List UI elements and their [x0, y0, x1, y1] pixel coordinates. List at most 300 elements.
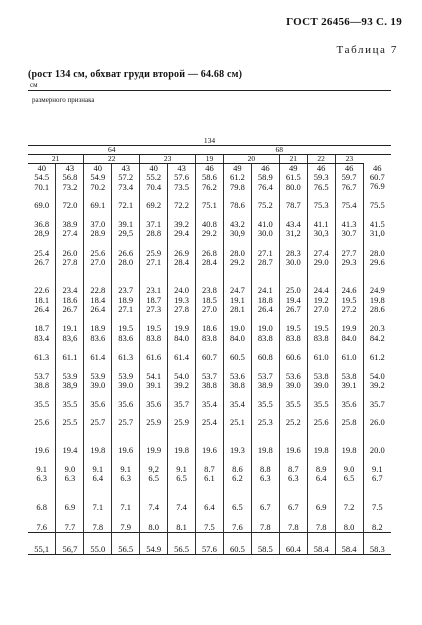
table-cell	[279, 314, 307, 343]
cell-value: 7.8	[287, 521, 299, 532]
table-cell	[279, 456, 307, 484]
table-cell	[363, 239, 391, 268]
cell-value: 7.8	[260, 521, 271, 532]
cell-value: 83.6	[118, 332, 134, 343]
cell-value: 28,9	[34, 228, 50, 239]
cell-value: 6.4	[204, 502, 215, 513]
table-cell	[168, 210, 196, 239]
table-cell	[335, 314, 363, 343]
cell-value: 49	[289, 163, 298, 173]
cell-value: 60.6	[285, 351, 301, 362]
cell-value: 7.6	[36, 521, 48, 532]
cell-value: 53.9	[62, 371, 78, 382]
table-cell	[307, 164, 335, 192]
cell-value: 60.7	[369, 171, 385, 182]
table-cell	[363, 267, 391, 314]
cell-value: 8.7	[287, 463, 299, 474]
cell-value: 76.2	[202, 181, 217, 192]
table-cell	[363, 210, 391, 239]
cell-value: 18.9	[118, 294, 134, 305]
cell-value: 7.1	[120, 502, 132, 513]
table-cell	[223, 314, 251, 343]
table-cell	[84, 409, 112, 427]
cell-value: 61.3	[34, 351, 50, 362]
table-cell	[363, 164, 391, 192]
dimension-note: размерного признака	[32, 96, 95, 104]
cell-value: 30.0	[285, 257, 301, 268]
table-cell	[140, 456, 168, 484]
data-table-wrapper	[28, 137, 391, 555]
cell-value: 60.5	[229, 351, 245, 362]
cell-value: 27.1	[118, 303, 134, 314]
cell-value: 84.0	[229, 332, 245, 343]
cell-value: 18.8	[257, 294, 273, 305]
table-caption: (рост 134 см, обхват груди второй — 64.68 см)	[28, 69, 243, 80]
cell-value: 19.6	[118, 445, 134, 456]
cell-value: 6.7	[287, 502, 299, 513]
cell-value: 19.1	[229, 294, 245, 305]
cell-value: 53.9	[118, 371, 134, 382]
cell-value: 25.6	[90, 247, 106, 258]
table-cell	[84, 427, 112, 455]
table-cell	[168, 483, 196, 512]
table-cell	[28, 314, 56, 343]
cell-value: 53.8	[313, 371, 329, 382]
cell-value: 30,3	[313, 228, 329, 239]
cell-value: 61.5	[285, 172, 301, 183]
table-cell	[223, 164, 251, 192]
table-cell	[279, 483, 307, 512]
cell-value: 7.5	[371, 502, 383, 513]
cell-value: 55,1	[34, 543, 50, 554]
cell-value: 29.2	[202, 228, 217, 239]
cell-value: 25.7	[118, 417, 134, 428]
cell-value: 83,6	[62, 332, 78, 343]
cell-value: 19.8	[174, 445, 189, 456]
cell-value: 30.0	[257, 228, 273, 239]
table-cell	[363, 192, 391, 210]
cell-value: 6.4	[315, 472, 327, 483]
cell-value: 19.5	[146, 323, 162, 334]
cell-value: 35.7	[174, 398, 189, 409]
cell-value: 20.3	[369, 323, 385, 334]
cell-value: 35.5	[285, 398, 301, 409]
table-cell	[56, 239, 84, 268]
cell-value: 6.3	[260, 472, 271, 483]
column-header: 20	[223, 155, 279, 164]
table-row	[28, 239, 391, 268]
table-cell	[84, 532, 112, 554]
table-cell	[112, 192, 140, 210]
cell-value: 61.2	[369, 351, 385, 362]
cell-value: 39.0	[118, 380, 134, 391]
cell-value: 53.8	[341, 371, 357, 382]
cell-value: 23.7	[118, 285, 134, 296]
table-cell	[279, 362, 307, 391]
cell-value: 19.8	[90, 445, 106, 456]
cell-value: 53.6	[285, 371, 301, 382]
table-cell	[251, 391, 279, 409]
cell-value: 7.1	[92, 502, 104, 513]
table-cell	[140, 427, 168, 455]
cell-value: 19.3	[229, 445, 245, 456]
table-cell	[196, 532, 224, 554]
table-cell	[28, 239, 56, 268]
cell-value: 35.5	[34, 398, 50, 409]
cell-value: 19.3	[174, 294, 189, 305]
table-cell	[84, 456, 112, 484]
table-cell	[28, 164, 56, 192]
cell-value: 27.1	[257, 247, 273, 258]
cell-value: 28.0	[369, 247, 385, 258]
table-cell	[56, 456, 84, 484]
cell-value: 41.3	[341, 219, 357, 230]
cell-value: 28.4	[174, 257, 189, 268]
table-cell	[363, 391, 391, 409]
column-header: 23	[140, 155, 196, 164]
cell-value: 18.5	[202, 294, 217, 305]
table-cell	[335, 456, 363, 484]
table-cell	[251, 409, 279, 427]
table-cell	[112, 343, 140, 362]
table-cell	[251, 164, 279, 192]
cell-value: 18.7	[146, 294, 162, 305]
table-cell	[84, 210, 112, 239]
table-cell	[28, 409, 56, 427]
table-cell	[335, 192, 363, 210]
cell-value: 23.1	[146, 285, 162, 296]
cell-value: 61.1	[62, 351, 78, 362]
cell-value: 18.4	[90, 294, 106, 305]
cell-value: 27.1	[146, 257, 162, 268]
table-cell	[251, 343, 279, 362]
table-cell	[112, 409, 140, 427]
cell-value: 53.7	[202, 371, 217, 382]
table-row	[28, 513, 391, 533]
cell-value: 22.8	[90, 285, 106, 296]
cell-value: 23.8	[202, 285, 217, 296]
cell-value: 56.5	[174, 543, 189, 554]
table-cell	[223, 362, 251, 391]
table-cell	[28, 192, 56, 210]
cell-value: 41.1	[313, 219, 329, 230]
cell-value: 60.8	[257, 351, 273, 362]
table-cell	[84, 483, 112, 512]
table-cell	[112, 513, 140, 533]
cell-value: 28.6	[369, 303, 385, 314]
cell-value: 72.0	[62, 199, 78, 210]
cell-value: 28.4	[202, 257, 217, 268]
table-cell	[196, 164, 224, 192]
cell-value: 61.4	[90, 351, 106, 362]
cell-value: 40	[37, 163, 46, 173]
table-cell	[251, 362, 279, 391]
table-cell	[84, 267, 112, 314]
table-cell	[251, 239, 279, 268]
cell-value: 8.0	[343, 521, 355, 532]
cell-value: 46	[316, 163, 326, 173]
table-cell	[307, 362, 335, 391]
table-row	[28, 267, 391, 314]
table-cell	[140, 409, 168, 427]
cell-value: 35.5	[62, 398, 78, 409]
cell-value: 24.4	[313, 285, 329, 296]
table-cell	[168, 427, 196, 455]
cell-value: 27.4	[313, 247, 329, 258]
cell-value: 19.8	[313, 445, 329, 456]
cell-value: 72.1	[118, 199, 134, 210]
table-cell	[251, 483, 279, 512]
cell-value: 27.7	[341, 247, 357, 258]
table-cell	[335, 513, 363, 533]
cell-value: 19.6	[34, 445, 50, 456]
cell-value: 27.8	[62, 257, 78, 268]
table-cell	[140, 483, 168, 512]
table-cell	[168, 314, 196, 343]
table-cell	[112, 532, 140, 554]
table-cell	[307, 532, 335, 554]
cell-value: 76.7	[341, 181, 357, 192]
cell-value: 35.6	[341, 398, 357, 409]
column-header: 19	[196, 155, 224, 164]
cell-value: 35.6	[90, 398, 106, 409]
table-cell	[307, 456, 335, 484]
table-cell	[307, 483, 335, 512]
cell-value: 61.4	[174, 351, 189, 362]
cell-value: 26.4	[90, 303, 106, 314]
table-cell	[279, 192, 307, 210]
cell-value: 6.3	[120, 472, 132, 483]
cell-value: 83.8	[313, 332, 329, 343]
cell-value: 19.4	[285, 294, 301, 305]
table-cell	[251, 267, 279, 314]
cell-value: 6.5	[148, 472, 159, 483]
cell-value: 7.8	[315, 521, 327, 532]
table-cell	[56, 343, 84, 362]
cell-value: 55.0	[90, 543, 106, 554]
table-cell	[196, 239, 224, 268]
table-cell	[168, 456, 196, 484]
cell-value: 19.8	[257, 445, 273, 456]
cell-value: 25.2	[285, 417, 301, 428]
table-cell	[84, 192, 112, 210]
cell-value: 61.2	[229, 172, 245, 183]
table-cell	[335, 210, 363, 239]
table-cell	[84, 164, 112, 192]
cell-value: 61.6	[146, 351, 162, 362]
cell-value: 46	[373, 162, 382, 173]
cell-value: 54.5	[34, 172, 50, 183]
table-cell	[363, 456, 391, 484]
table-cell	[140, 532, 168, 554]
cell-value: 29.6	[369, 257, 385, 268]
cell-value: 37.0	[90, 219, 106, 230]
cell-value: 26.7	[62, 303, 78, 314]
cell-value: 6.5	[343, 472, 355, 483]
cell-value: 9.0	[343, 463, 355, 474]
cell-value: 8.8	[260, 463, 271, 474]
table-cell	[196, 210, 224, 239]
table-cell	[56, 192, 84, 210]
cell-value: 39.2	[174, 380, 189, 391]
cell-value: 19.5	[285, 323, 301, 334]
cell-value: 6.8	[36, 502, 48, 513]
table-cell	[112, 456, 140, 484]
cell-value: 39.0	[313, 380, 329, 391]
cell-value: 31,2	[285, 228, 301, 239]
cell-value: 27.3	[146, 303, 162, 314]
cell-value: 58.5	[257, 543, 273, 554]
table-cell	[168, 343, 196, 362]
cell-value: 26.4	[34, 303, 50, 314]
cell-value: 6.7	[260, 502, 271, 513]
cell-value: 6.7	[371, 472, 383, 483]
cell-value: 7.4	[148, 502, 159, 513]
table-cell	[56, 483, 84, 512]
cell-value: 25.3	[257, 417, 273, 428]
cell-value: 8.7	[204, 463, 215, 474]
table-cell	[363, 314, 391, 343]
table-cell	[56, 362, 84, 391]
table-cell	[335, 427, 363, 455]
cell-value: 18.6	[202, 323, 217, 334]
cell-value: 56.8	[62, 172, 78, 183]
table-cell	[307, 427, 335, 455]
table-cell	[112, 427, 140, 455]
cell-value: 83.8	[202, 332, 217, 343]
cell-value: 27.0	[90, 257, 106, 268]
top-rule	[28, 90, 391, 91]
table-cell	[112, 210, 140, 239]
table-cell	[196, 513, 224, 533]
table-row	[28, 483, 391, 512]
table-cell	[84, 391, 112, 409]
cell-value: 73.2	[62, 181, 78, 192]
cell-value: 61.3	[118, 351, 134, 362]
cell-value: 83.8	[146, 332, 162, 343]
table-cell	[56, 391, 84, 409]
cell-value: 43.4	[285, 219, 301, 230]
cell-value: 26.8	[202, 247, 217, 258]
table-cell	[196, 391, 224, 409]
cell-value: 53.6	[229, 371, 245, 382]
table-cell	[223, 343, 251, 362]
table-cell	[112, 314, 140, 343]
table-cell	[168, 532, 196, 554]
table-cell	[112, 164, 140, 192]
cell-value: 53.7	[34, 371, 50, 382]
table-cell	[112, 483, 140, 512]
cell-value: 58.9	[257, 172, 273, 183]
table-cell	[28, 532, 56, 554]
table-cell	[307, 210, 335, 239]
table-cell	[335, 362, 363, 391]
cell-value: 6.3	[36, 472, 48, 483]
table-cell	[223, 456, 251, 484]
cell-value: 43.2	[229, 219, 245, 230]
table-cell	[279, 409, 307, 427]
table-cell	[335, 483, 363, 512]
cell-value: 7.7	[64, 521, 76, 532]
table-cell	[196, 409, 224, 427]
cell-value: 30.7	[341, 228, 357, 239]
cell-value: 24.7	[229, 285, 245, 296]
cell-value: 38.9	[62, 219, 78, 230]
table-row	[28, 362, 391, 391]
cell-value: 26.0	[369, 417, 385, 428]
table-cell	[223, 409, 251, 427]
cell-value: 54.9	[90, 172, 106, 183]
cell-value: 18.9	[90, 323, 106, 334]
cell-value: 18.6	[62, 294, 78, 305]
cell-value: 83.6	[90, 332, 106, 343]
cell-value: 35.6	[146, 398, 162, 409]
cell-value: 26.9	[174, 247, 189, 258]
cell-value: 7.9	[120, 521, 132, 532]
cell-value: 76.4	[257, 181, 273, 192]
cell-value: 19.6	[285, 445, 301, 456]
cell-value: 26.4	[257, 303, 273, 314]
table-cell	[363, 513, 391, 533]
cell-value: 35.5	[257, 398, 273, 409]
table-cell	[56, 532, 84, 554]
cell-value: 58.4	[341, 543, 357, 554]
table-cell	[56, 314, 84, 343]
cell-value: 25.6	[313, 417, 329, 428]
cell-value: 39.2	[174, 219, 189, 230]
cell-value: 57.6	[202, 543, 217, 554]
cell-value: 19.1	[62, 323, 78, 334]
cell-value: 57.6	[174, 172, 189, 183]
cell-value: 35.4	[229, 398, 245, 409]
table-cell	[140, 239, 168, 268]
cell-value: 38.8	[229, 380, 245, 391]
cell-value: 6.3	[64, 472, 76, 483]
cell-value: 29.4	[174, 228, 189, 239]
cell-value: 19.6	[202, 445, 217, 456]
table-cell	[112, 391, 140, 409]
cell-value: 19.0	[257, 323, 273, 334]
cell-value: 43	[177, 163, 186, 173]
cell-value: 29.3	[341, 257, 357, 268]
table-cell	[56, 409, 84, 427]
cell-value: 58.3	[369, 543, 385, 554]
table-cell	[335, 164, 363, 192]
cell-value: 73.5	[174, 181, 189, 192]
cell-value: 43	[65, 163, 75, 173]
table-cell	[84, 513, 112, 533]
cell-value: 54.0	[174, 371, 189, 382]
table-cell	[28, 343, 56, 362]
table-cell	[223, 513, 251, 533]
cell-value: 25.5	[62, 417, 78, 428]
table-row	[28, 192, 391, 210]
cell-value: 60.5	[229, 543, 245, 554]
cell-value: 35.4	[202, 398, 217, 409]
cell-value: 25.8	[341, 417, 357, 428]
cell-value: 25.6	[34, 417, 50, 428]
cell-value: 26.0	[62, 247, 78, 258]
cell-value: 60.4	[285, 543, 301, 554]
cell-value: 26.6	[118, 247, 134, 258]
table-cell	[196, 362, 224, 391]
table-cell	[279, 391, 307, 409]
table-cell	[335, 532, 363, 554]
cell-value: 25.9	[146, 417, 162, 428]
cell-value: 6.5	[232, 502, 243, 513]
table-cell	[307, 513, 335, 533]
cell-value: 35.7	[369, 398, 385, 409]
